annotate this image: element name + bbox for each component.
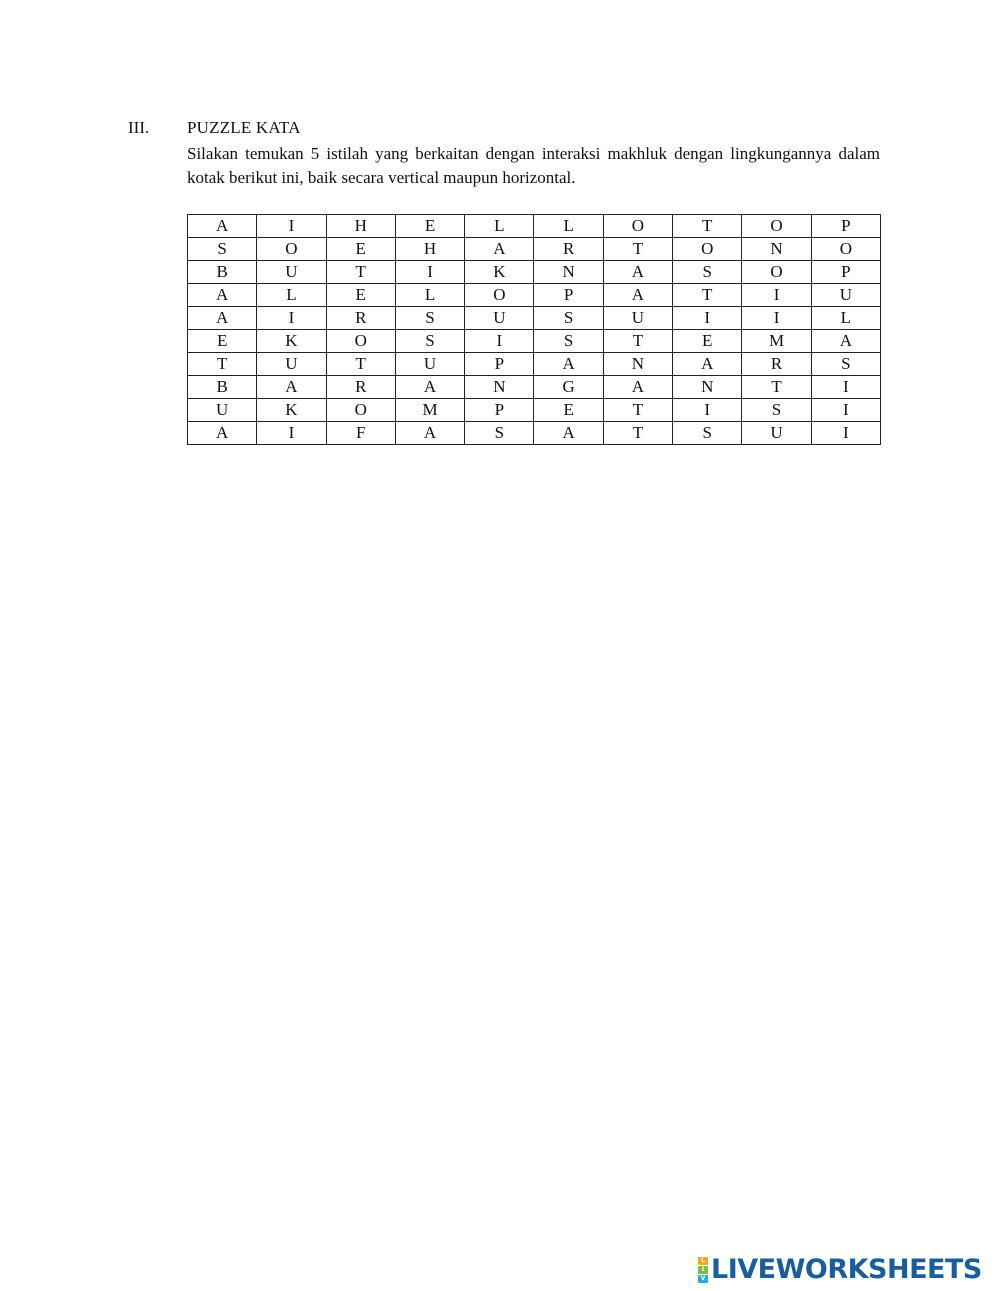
liveworksheets-mark-icon	[698, 1257, 708, 1283]
grid-row	[188, 330, 881, 353]
grid-cell[interactable]: I	[465, 330, 534, 353]
grid-cell[interactable]: S	[465, 422, 534, 445]
grid-row	[188, 238, 881, 261]
grid-cell[interactable]: S	[811, 353, 880, 376]
grid-cell[interactable]: T	[603, 330, 672, 353]
logo-mark-letter: V	[698, 1275, 708, 1283]
grid-row	[188, 422, 881, 445]
grid-row	[188, 376, 881, 399]
grid-cell[interactable]: P	[811, 261, 880, 284]
logo-text: LIVEWORKSHEETS	[711, 1254, 982, 1285]
grid-cell[interactable]: K	[257, 330, 326, 353]
grid-row	[188, 307, 881, 330]
grid-cell[interactable]: L	[465, 215, 534, 238]
grid-cell[interactable]: I	[257, 215, 326, 238]
grid-cell[interactable]: I	[811, 422, 880, 445]
grid-cell[interactable]: A	[603, 376, 672, 399]
grid-cell[interactable]: O	[326, 330, 395, 353]
grid-cell[interactable]: T	[603, 422, 672, 445]
grid-cell[interactable]: O	[257, 238, 326, 261]
grid-cell[interactable]: U	[188, 399, 257, 422]
grid-cell[interactable]: S	[395, 307, 464, 330]
grid-cell[interactable]: O	[603, 215, 672, 238]
grid-cell[interactable]: R	[326, 376, 395, 399]
grid-cell[interactable]: L	[257, 284, 326, 307]
grid-cell[interactable]: T	[742, 376, 811, 399]
section-title: PUZZLE KATA	[187, 118, 301, 137]
grid-cell[interactable]: S	[673, 261, 742, 284]
grid-cell[interactable]: R	[534, 238, 603, 261]
grid-cell[interactable]: N	[534, 261, 603, 284]
grid-cell[interactable]: P	[811, 215, 880, 238]
grid-row	[188, 215, 881, 238]
grid-cell[interactable]: A	[188, 422, 257, 445]
grid-cell[interactable]: T	[326, 353, 395, 376]
grid-cell[interactable]: P	[465, 353, 534, 376]
grid-cell[interactable]: A	[811, 330, 880, 353]
liveworksheets-logo	[698, 1255, 982, 1285]
grid-cell[interactable]: A	[534, 353, 603, 376]
grid-cell[interactable]: A	[257, 376, 326, 399]
grid-cell[interactable]: S	[673, 422, 742, 445]
grid-cell[interactable]: R	[326, 307, 395, 330]
grid-cell[interactable]: E	[326, 284, 395, 307]
grid-cell[interactable]: M	[395, 399, 464, 422]
grid-cell[interactable]: T	[603, 238, 672, 261]
grid-cell[interactable]: I	[257, 422, 326, 445]
grid-cell[interactable]: B	[188, 261, 257, 284]
grid-cell[interactable]: S	[534, 330, 603, 353]
grid-cell[interactable]: M	[742, 330, 811, 353]
grid-cell[interactable]: A	[534, 422, 603, 445]
grid-cell[interactable]: O	[326, 399, 395, 422]
grid-cell[interactable]: F	[326, 422, 395, 445]
grid-cell[interactable]: A	[395, 376, 464, 399]
grid-cell[interactable]: T	[673, 284, 742, 307]
grid-cell[interactable]: I	[395, 261, 464, 284]
grid-cell[interactable]: T	[326, 261, 395, 284]
grid-cell[interactable]: U	[257, 353, 326, 376]
grid-cell[interactable]: A	[465, 238, 534, 261]
grid-cell[interactable]: O	[673, 238, 742, 261]
grid-row	[188, 353, 881, 376]
grid-cell[interactable]: L	[534, 215, 603, 238]
grid-cell[interactable]: S	[395, 330, 464, 353]
grid-cell[interactable]: I	[673, 307, 742, 330]
grid-cell[interactable]: U	[811, 284, 880, 307]
grid-cell[interactable]: A	[188, 215, 257, 238]
grid-row	[188, 261, 881, 284]
grid-cell[interactable]: O	[742, 215, 811, 238]
grid-cell[interactable]: E	[673, 330, 742, 353]
grid-cell[interactable]: E	[326, 238, 395, 261]
grid-cell[interactable]: U	[257, 261, 326, 284]
grid-cell[interactable]: R	[742, 353, 811, 376]
grid-cell[interactable]: A	[673, 353, 742, 376]
grid-cell[interactable]: K	[257, 399, 326, 422]
instructions-text: Silakan temukan 5 istilah yang berkaitan dengan interaksi makhluk dengan lingkungannya dalam kotak berikut ini, baik secara vertical maupun horizontal.	[187, 144, 880, 187]
grid-cell[interactable]: B	[188, 376, 257, 399]
grid-cell[interactable]: G	[534, 376, 603, 399]
grid-row	[188, 284, 881, 307]
grid-cell[interactable]: A	[188, 307, 257, 330]
grid-cell[interactable]: I	[811, 376, 880, 399]
grid-cell[interactable]: L	[811, 307, 880, 330]
grid-cell[interactable]: U	[395, 353, 464, 376]
grid-cell[interactable]: N	[465, 376, 534, 399]
grid-cell[interactable]: H	[326, 215, 395, 238]
logo-mark-letter: L	[698, 1257, 708, 1265]
grid-cell[interactable]: E	[534, 399, 603, 422]
grid-cell[interactable]: I	[742, 307, 811, 330]
grid-cell[interactable]: A	[603, 284, 672, 307]
grid-cell[interactable]: U	[742, 422, 811, 445]
grid-cell[interactable]: I	[742, 284, 811, 307]
grid-cell[interactable]: S	[534, 307, 603, 330]
grid-row	[188, 399, 881, 422]
logo-mark-letter: I	[698, 1266, 708, 1274]
grid-cell[interactable]: A	[395, 422, 464, 445]
grid-cell[interactable]: H	[395, 238, 464, 261]
grid-cell[interactable]: K	[465, 261, 534, 284]
grid-cell[interactable]: S	[188, 238, 257, 261]
grid-cell[interactable]: I	[811, 399, 880, 422]
grid-cell[interactable]: I	[257, 307, 326, 330]
grid-cell[interactable]: N	[742, 238, 811, 261]
grid-cell[interactable]: P	[465, 399, 534, 422]
grid-cell[interactable]: T	[188, 353, 257, 376]
grid-cell[interactable]: E	[188, 330, 257, 353]
grid-cell[interactable]: I	[673, 399, 742, 422]
section-number: III.	[128, 118, 150, 137]
grid-cell[interactable]: L	[395, 284, 464, 307]
grid-cell[interactable]: E	[395, 215, 464, 238]
grid-cell[interactable]: P	[534, 284, 603, 307]
grid-cell[interactable]: A	[188, 284, 257, 307]
grid-cell[interactable]: O	[465, 284, 534, 307]
grid-cell[interactable]: S	[742, 399, 811, 422]
grid-cell[interactable]: U	[603, 307, 672, 330]
grid-cell[interactable]: T	[603, 399, 672, 422]
grid-cell[interactable]: O	[742, 261, 811, 284]
grid-cell[interactable]: U	[465, 307, 534, 330]
grid-cell[interactable]: O	[811, 238, 880, 261]
grid-cell[interactable]: N	[603, 353, 672, 376]
grid-cell[interactable]: N	[673, 376, 742, 399]
word-search-grid	[187, 214, 881, 445]
grid-cell[interactable]: T	[673, 215, 742, 238]
grid-cell[interactable]: A	[603, 261, 672, 284]
